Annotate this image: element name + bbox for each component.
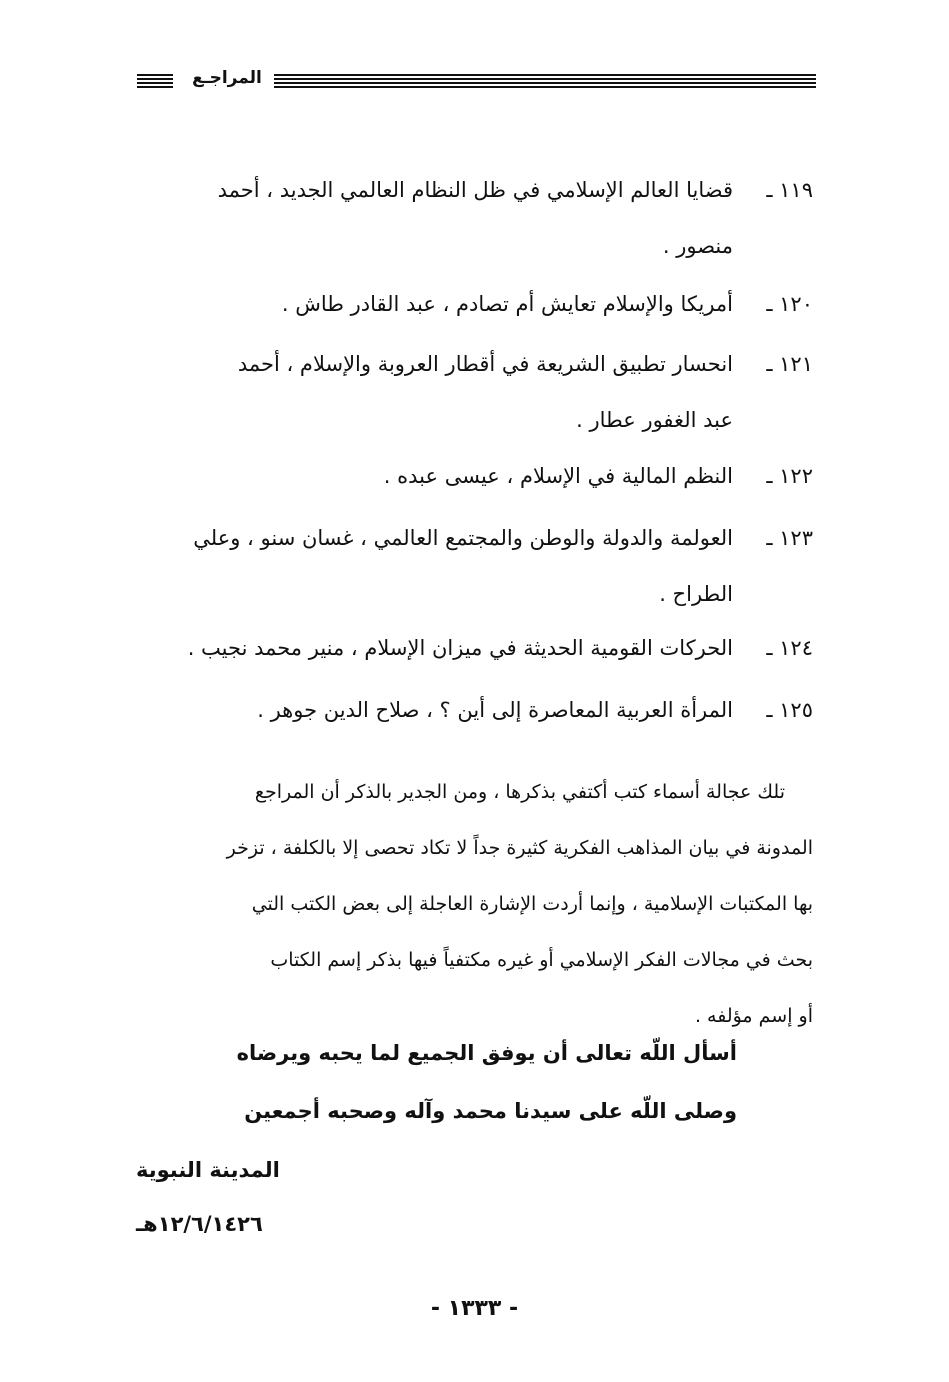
closing-paragraph [133, 764, 813, 1044]
reference-item [133, 162, 813, 274]
reference-text: النظم المالية في الإسلام ، عيسى عبده . [383, 464, 733, 488]
header-rule-left [137, 74, 173, 92]
signature-place: المدينة النبوية [136, 1158, 280, 1182]
reference-item [133, 682, 813, 738]
paragraph-line: بحث في مجالات الفكر الإسلامي أو غيره مكتفياً فيها بذكر إسم الكتاب [270, 949, 813, 971]
reference-text: الطراح . [659, 582, 733, 606]
reference-number: ١٢٤ ـ [766, 636, 813, 660]
reference-item [133, 336, 813, 448]
reference-number: ١٢٠ ـ [766, 292, 813, 316]
signature-date: ١٢/٦/١٤٢٦هـ [136, 1212, 263, 1236]
page-number: - ١٣٣٣ - [430, 1296, 519, 1321]
reference-text: انحسار تطبيق الشريعة في أقطار العروبة والإسلام ، أحمد [237, 352, 733, 376]
paragraph-line: بها المكتبات الإسلامية ، وإنما أردت الإشارة العاجلة إلى بعض الكتب التي [251, 893, 813, 915]
reference-text: عبد الغفور عطار . [576, 408, 733, 432]
reference-number: ١٢٢ ـ [766, 464, 813, 488]
prayer-line: أسأل اللّه تعالى أن يوفق الجميع لما يحبه ويرضاه [236, 1041, 737, 1065]
reference-item [133, 276, 813, 332]
reference-number: ١٢٥ ـ [766, 698, 813, 722]
header-title: المراجـع [192, 68, 262, 88]
paragraph-line: المدونة في بيان المذاهب الفكرية كثيرة جداً لا تكاد تحصى إلا بالكلفة ، تزخر [226, 837, 813, 859]
paragraph-line: تلك عجالة أسماء كتب أكتفي بذكرها ، ومن الجدير بالذكر أن المراجع [254, 781, 785, 803]
prayer-line: وصلى اللّه على سيدنا محمد وآله وصحبه أجمعين [244, 1099, 737, 1123]
reference-number: ١١٩ ـ [766, 178, 813, 202]
reference-text: الحركات القومية الحديثة في ميزان الإسلام ، منير محمد نجيب . [187, 636, 733, 660]
reference-number: ١٢٣ ـ [766, 526, 813, 550]
closing-prayer [237, 1024, 737, 1140]
reference-text: قضايا العالم الإسلامي في ظل النظام العالمي الجديد ، أحمد [217, 178, 733, 202]
reference-text: العولمة والدولة والوطن والمجتمع العالمي ، غسان سنو ، وعلي [193, 526, 733, 550]
reference-text: المرأة العربية المعاصرة إلى أين ؟ ، صلاح الدين جوهر . [257, 698, 733, 722]
reference-text: أمريكا والإسلام تعايش أم تصادم ، عبد القادر طاش . [281, 292, 733, 316]
reference-text: منصور . [662, 234, 733, 258]
running-header [137, 66, 816, 100]
reference-number: ١٢١ ـ [766, 352, 813, 376]
paragraph-line: أو إسم مؤلفه . [694, 1005, 813, 1027]
header-rule-right [274, 74, 816, 92]
reference-item [133, 620, 813, 676]
reference-item [133, 510, 813, 622]
reference-item [133, 448, 813, 504]
